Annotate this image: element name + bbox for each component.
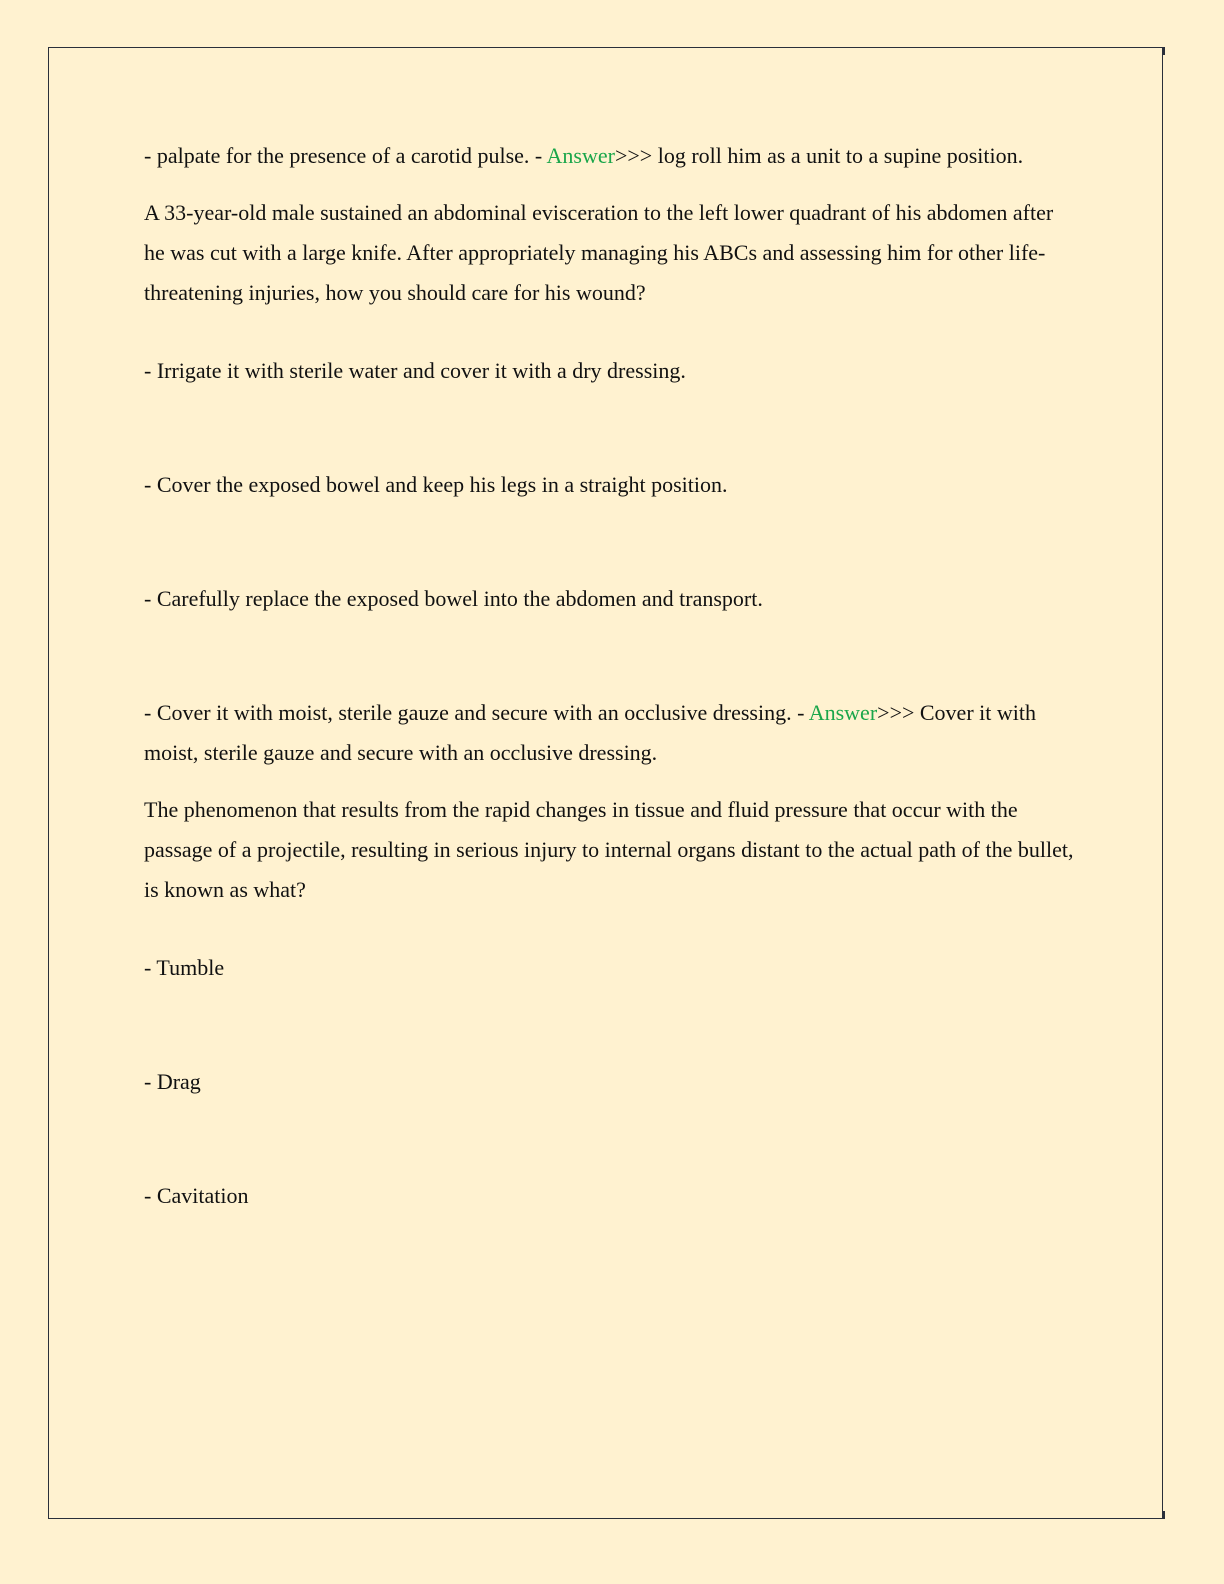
q1-option-2: - Cover the exposed bowel and keep his legs in a straight position.: [144, 472, 728, 497]
q1-answer-label: Answer: [808, 700, 878, 725]
q0-text-before: - palpate for the presence of a carotid pulse. -: [144, 143, 547, 168]
q1-option-3: - Carefully replace the exposed bowel into the abdomen and transport.: [144, 586, 763, 611]
q1-option-1: - Irrigate it with sterile water and cover it with a dry dressing.: [144, 358, 686, 383]
q0-answer-line: [144, 136, 1074, 176]
document-body: [144, 136, 1074, 1216]
q0-answer-label: Answer: [546, 143, 615, 168]
q1-option-4-text-after: >>> Cover it with moist, sterile gauze and secure with an occlusive dressing.: [144, 700, 1036, 765]
q2-question: The phenomenon that results from the rapid changes in tissue and fluid pressure that occur with the passage of a projectile, resulting in serious injury to internal organs distant to the actual path of the bullet, is known as what?: [144, 797, 1074, 902]
q2-option-1: - Tumble: [144, 955, 225, 980]
page-border-tick-top: [1163, 47, 1165, 55]
q1-option-4-answer: [144, 693, 1074, 773]
q2-option-3: - Cavitation: [144, 1183, 249, 1208]
q2-option-2: - Drag: [144, 1069, 201, 1094]
q0-text-after: >>> log roll him as a unit to a supine position.: [614, 143, 1024, 168]
q1-question: A 33-year-old male sustained an abdominal evisceration to the left lower quadrant of his abdomen after he was cut with a large knife. After appropriately managing his ABCs and assessing him for other life-threatening injuries, how you should care for his wound?: [144, 200, 1054, 305]
page-border-tick-bottom: [1163, 1511, 1165, 1519]
q1-option-4-text-before: - Cover it with moist, sterile gauze and secure with an occlusive dressing. -: [144, 700, 809, 725]
